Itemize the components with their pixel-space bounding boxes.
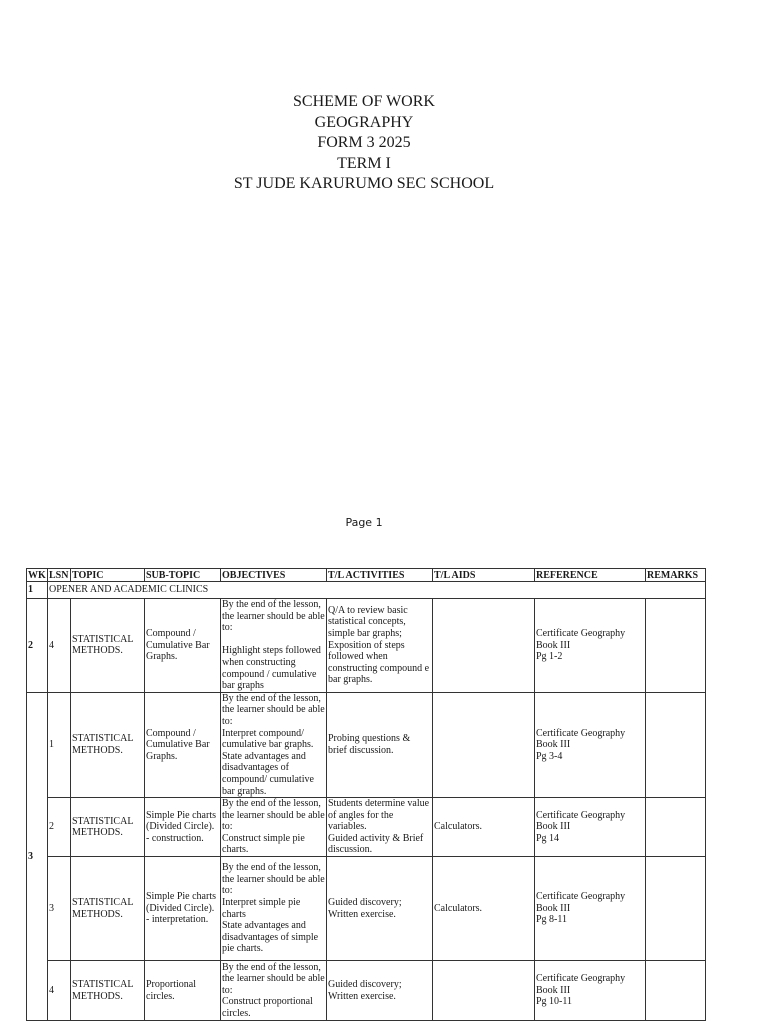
- activities-text: Q/A to review basic statistical concepts, simple bar graphs; Exposition of steps followed when constructing compound e bar graphs.: [328, 604, 430, 686]
- week-number: 2: [27, 599, 48, 693]
- reference-cell: [535, 599, 646, 693]
- lesson-number: 3: [48, 857, 71, 961]
- header-lsn: LSN: [48, 569, 71, 582]
- aids-cell: [433, 692, 535, 797]
- subtopic-cell: Simple Pie charts (Divided Circle). - construction.: [145, 798, 221, 857]
- page-number: Page 1: [345, 516, 383, 529]
- objectives-text: By the end of the lesson, the learner should be able to: Interpret simple pie charts State advantages and disadvantages of simple pie charts.: [222, 862, 325, 955]
- week-number: 3: [27, 692, 48, 1020]
- objectives-cell: [221, 857, 327, 961]
- reference-text: Certificate Geography Book III Pg 1-2: [536, 627, 626, 663]
- table-row: [27, 857, 706, 961]
- header-objectives: OBJECTIVES: [221, 569, 327, 582]
- lesson-number: 1: [48, 692, 71, 797]
- topic-cell: STATISTICAL METHODS.: [71, 798, 145, 857]
- remarks-cell: [646, 961, 706, 1021]
- reference-cell: [535, 798, 646, 857]
- subtopic-cell: Compound / Cumulative Bar Graphs.: [145, 692, 221, 797]
- lesson-number: 4: [48, 961, 71, 1021]
- title-term: TERM I: [337, 154, 391, 172]
- document-title: [0, 92, 728, 195]
- table-row-week-1: [27, 582, 706, 599]
- reference-text: Certificate Geography Book III Pg 8-11: [536, 891, 626, 926]
- header-subtopic: SUB-TOPIC: [145, 569, 221, 582]
- header-topic: TOPIC: [71, 569, 145, 582]
- reference-cell: [535, 961, 646, 1021]
- objectives-cell: [221, 599, 327, 693]
- activities-text: Students determine value of angles for the variables. Guided activity & Brief discussion.: [328, 798, 430, 856]
- lesson-number: 4: [48, 599, 71, 693]
- opener-note: OPENER AND ACADEMIC CLINICS: [48, 582, 706, 599]
- activities-text: Probing questions & brief discussion.: [328, 733, 411, 756]
- header-reference: REFERENCE: [535, 569, 646, 582]
- table-row: [27, 961, 706, 1021]
- aids-cell: Calculators.: [433, 857, 535, 961]
- subtopic-cell: Simple Pie charts (Divided Circle). - interpretation.: [145, 857, 221, 961]
- title-scheme-of-work: SCHEME OF WORK: [293, 93, 435, 110]
- scheme-of-work-table: [26, 568, 706, 1021]
- header-remarks: REMARKS: [646, 569, 706, 582]
- reference-cell: [535, 692, 646, 797]
- activities-cell: [327, 961, 433, 1021]
- reference-text: Certificate Geography Book III Pg 14: [536, 809, 626, 844]
- table-row: [27, 692, 706, 797]
- activities-cell: [327, 692, 433, 797]
- activities-text: Guided discovery; Written exercise.: [328, 979, 402, 1002]
- remarks-cell: [646, 599, 706, 693]
- objectives-text: By the end of the lesson, the learner should be able to: Construct proportional circles.: [222, 961, 325, 1019]
- title-form-year: FORM 3 2025: [317, 134, 411, 151]
- title-subject: GEOGRAPHY: [314, 113, 414, 131]
- subtopic-cell: Proportional circles.: [145, 961, 221, 1021]
- objectives-cell: [221, 798, 327, 857]
- topic-cell: STATISTICAL METHODS.: [71, 599, 145, 693]
- lesson-number: 2: [48, 798, 71, 857]
- aids-cell: [433, 961, 535, 1021]
- header-aids: T/L AIDS: [433, 569, 535, 582]
- objectives-cell: [221, 961, 327, 1021]
- topic-cell: STATISTICAL METHODS.: [71, 692, 145, 797]
- activities-cell: [327, 798, 433, 857]
- aids-cell: Calculators.: [433, 798, 535, 857]
- header-activities: T/L ACTIVITIES: [327, 569, 433, 582]
- remarks-cell: [646, 857, 706, 961]
- activities-text: Guided discovery; Written exercise.: [328, 897, 402, 920]
- reference-text: Certificate Geography Book III Pg 10-11: [536, 973, 626, 1008]
- week-number: 1: [27, 582, 48, 599]
- table-header-row: [27, 569, 706, 582]
- reference-cell: [535, 857, 646, 961]
- subtopic-cell: Compound / Cumulative Bar Graphs.: [145, 599, 221, 693]
- header-wk: WK: [28, 569, 46, 581]
- activities-cell: [327, 857, 433, 961]
- title-school: ST JUDE KARURUMO SEC SCHOOL: [233, 175, 495, 192]
- objectives-text: By the end of the lesson, the learner should be able to: Construct simple pie charts.: [222, 798, 325, 856]
- remarks-cell: [646, 692, 706, 797]
- table-row: [27, 798, 706, 857]
- objectives-text: By the end of the lesson, the learner should be able to: Highlight steps followed when constructing compound / cumulative bar graphs: [222, 599, 325, 692]
- topic-cell: STATISTICAL METHODS.: [71, 961, 145, 1021]
- activities-cell: [327, 599, 433, 693]
- topic-cell: STATISTICAL METHODS.: [71, 857, 145, 961]
- table-row: [27, 599, 706, 693]
- reference-text: Certificate Geography Book III Pg 3-4: [536, 727, 626, 762]
- objectives-text: By the end of the lesson, the learner should be able to: Interpret compound/ cumulative bar graphs. State advantages and disadvantages of compound/ cumulative bar graphs.: [222, 692, 325, 797]
- remarks-cell: [646, 798, 706, 857]
- aids-cell: [433, 599, 535, 693]
- objectives-cell: [221, 692, 327, 797]
